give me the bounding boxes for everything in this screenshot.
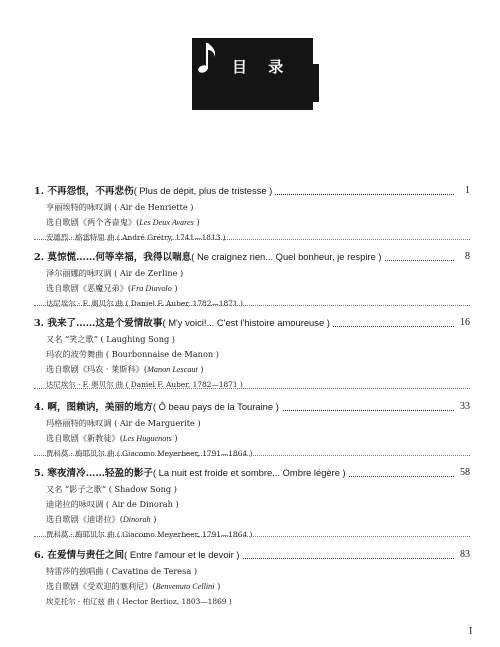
section-divider (34, 388, 470, 389)
entry-title-french: ( Plus de dépit, plus de tristesse ) (133, 185, 273, 196)
opera-title: Les Huguenots (122, 434, 172, 443)
source-prefix: 选自歌剧《受欢迎的塞利尼》( (46, 581, 156, 591)
page-number: I (469, 626, 473, 637)
section-divider (34, 305, 470, 306)
toc-entry[interactable] (34, 398, 470, 461)
entry-subtitle: 特雷莎的独唱曲 ( Cavatina de Teresa ) (46, 566, 198, 576)
entry-page-number: 83 (457, 546, 470, 564)
section-divider (34, 455, 470, 456)
toc-entry[interactable] (34, 314, 470, 392)
entry-source-opera (34, 431, 470, 446)
source-prefix: 选自歌剧《恶魔兄弟》( (46, 283, 132, 293)
opera-title: Fra Diavolo (131, 284, 172, 293)
entry-title-french: ( Ne craignez rien... Quel bonheur, je respire ) (191, 251, 382, 262)
entry-title-chinese: 在爱情与责任之间 (47, 550, 125, 561)
entry-number: 1. (34, 186, 45, 197)
source-suffix: ) (214, 581, 221, 591)
entry-source-opera (34, 512, 470, 527)
source-prefix: 选自歌剧《新教徒》( (46, 433, 123, 443)
entry-title-french: ( Entre l'amour et le devoir ) (124, 549, 240, 560)
entry-title-row[interactable] (34, 182, 470, 200)
source-prefix: 选自歌剧《迪诺拉》( (46, 514, 123, 524)
entry-page-number: 58 (457, 464, 470, 482)
entry-page-number: 33 (457, 398, 470, 416)
entry-title-row[interactable] (34, 314, 470, 332)
entry-title-french: ( La nuit est froide et sombre... Ombre légère ) (152, 467, 346, 478)
entry-page-number: 8 (462, 248, 470, 266)
entry-title-french: ( Ô beau pays de la Touraine ) (152, 401, 279, 412)
entry-title-row[interactable] (34, 464, 470, 482)
entry-subtitle: 又名 “笑之歌” ( Laughing Song ) (46, 334, 176, 344)
source-prefix: 选自歌剧《玛农 · 莱斯科》( (46, 364, 148, 374)
entry-composer: 达尼埃尔 · F. 奥贝尔 曲 ( Daniel F. Auber, 1782—1871 ) (46, 299, 243, 308)
toc-entry[interactable] (34, 464, 470, 542)
entry-source-opera (34, 215, 470, 230)
entry-subtitle: 玛格丽特的咏叹调 ( Air de Marguerite ) (46, 418, 201, 428)
page-title: 目 录 (232, 58, 292, 76)
entry-title-row[interactable] (34, 398, 470, 416)
entry-title-row[interactable] (34, 248, 470, 266)
entry-title-row[interactable] (34, 546, 470, 564)
entry-title-chinese: 啊，图赖讷，美丽的地方 (47, 402, 153, 413)
entry-title-chinese: 寒夜清冷……轻盈的影子 (47, 468, 153, 479)
source-suffix: ) (171, 283, 178, 293)
entry-title-french: ( M'y voici!... C'est l'histoire amoureuse ) (162, 317, 330, 328)
entry-subtitle: 玛农的波劳舞曲 ( Bourbonnaise de Manon ) (46, 349, 219, 359)
entry-number: 3. (34, 318, 45, 329)
section-divider (34, 239, 470, 240)
opera-title: Les Deux Avares (139, 218, 194, 227)
entry-number: 6. (34, 550, 45, 561)
music-note-icon (197, 40, 219, 78)
entry-page-number: 1 (462, 182, 470, 200)
entry-title[interactable] (34, 252, 384, 263)
entry-title[interactable] (34, 318, 333, 329)
entry-number: 4. (34, 402, 45, 413)
entry-subtitle: 泽尔丽娜的咏叹调 ( Air de Zerline ) (46, 268, 184, 278)
entry-subtitle: 迪诺拉的咏叹调 ( Air de Dinorah ) (46, 499, 179, 509)
entry-title-chinese: 莫惊慌……何等幸福，我得以喘息 (47, 252, 192, 263)
entry-title[interactable] (34, 186, 275, 197)
entry-title-chinese: 不再怨恨，不再悲伤 (47, 186, 134, 197)
entry-composer: 贾科莫 · 梅耶贝尔 曲 ( Giacomo Meyerbeer, 1791—1864 ) (46, 530, 253, 539)
entry-composer: 达尼埃尔 · F. 奥贝尔 曲 ( Daniel F. Auber, 1782—1871 ) (46, 380, 243, 389)
source-suffix: ) (193, 217, 200, 227)
entry-subtitle: 亨丽埃特的咏叹调 ( Air de Henriette ) (46, 202, 194, 212)
source-suffix: ) (197, 364, 204, 374)
toc-entry[interactable] (34, 546, 470, 609)
toc-entry[interactable] (34, 248, 470, 311)
entry-title[interactable] (34, 550, 242, 561)
opera-title: Dinorah (122, 515, 151, 524)
section-divider (34, 536, 470, 537)
opera-title: Manon Lescaut (147, 365, 198, 374)
entry-title-chinese: 我来了……这是个爱情故事 (47, 318, 163, 329)
entry-number: 5. (34, 468, 45, 479)
entry-title[interactable] (34, 402, 282, 413)
entry-title[interactable] (34, 468, 349, 479)
entry-composer: 安德烈 · 格雷特里 曲 ( André Grétry, 1741—1813 ) (46, 233, 226, 242)
entry-source-opera (34, 281, 470, 296)
entry-source-opera (34, 579, 470, 594)
source-prefix: 选自歌剧《两个吝啬鬼》( (46, 217, 140, 227)
entry-composer: 贾科莫 · 梅耶贝尔 曲 ( Giacomo Meyerbeer, 1791—1864 ) (46, 449, 253, 458)
entry-page-number: 16 (457, 314, 470, 332)
entry-source-opera (34, 362, 470, 377)
source-suffix: ) (150, 514, 157, 524)
entry-composer: 埃克托尔 · 柏辽兹 曲 ( Hector Berlioz, 1803—1869 ) (46, 597, 232, 606)
entry-number: 2. (34, 252, 45, 263)
opera-title: Benvenuto Cellini (155, 582, 215, 591)
header-decor-block (305, 64, 319, 102)
source-suffix: ) (171, 433, 178, 443)
entry-subtitle: 又名 “影子之歌” ( Shadow Song ) (46, 484, 177, 494)
toc-entry[interactable] (34, 182, 470, 245)
